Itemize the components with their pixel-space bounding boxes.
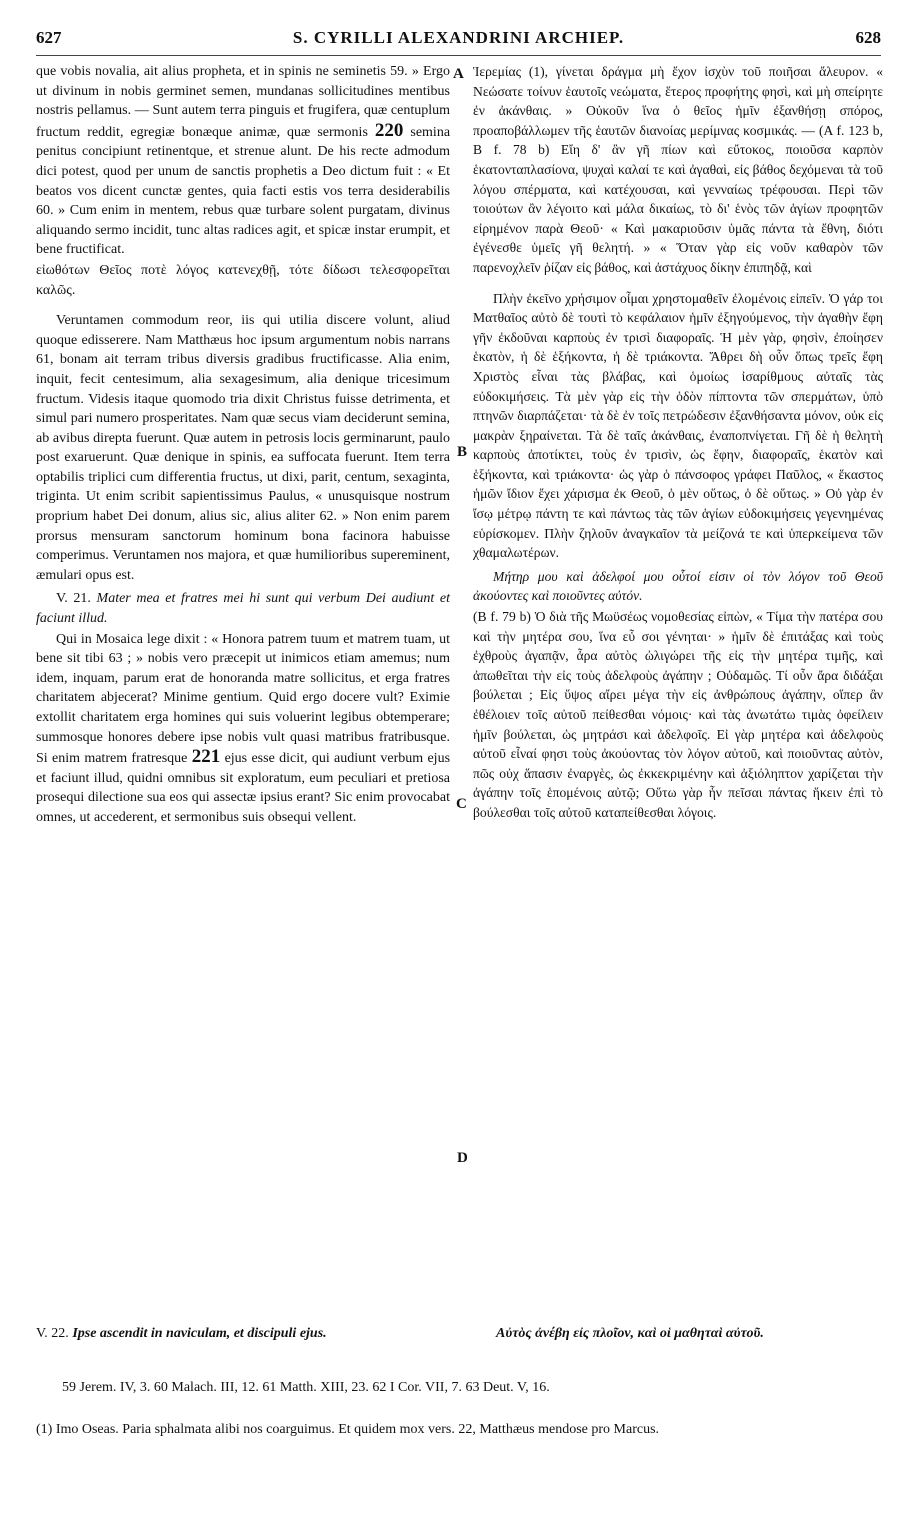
latin-verse-21 [36,589,450,628]
latin-verse-22 [36,1324,450,1343]
margin-letter-c: C [456,796,467,812]
footnotes [36,1378,886,1440]
right-page-number: 628 [855,28,881,47]
latin-paragraph-1 [36,62,450,260]
greek-paragraph-1: Ἱερεμίας (1), γίνεται δράγμα μὴ ἔχον ἰσχὺν τοῦ ποιῆσαι ἄλευρον. « Νεώσατε τοίνυν ἑαυτοῖς νεώματα, ἕτερος προφήτης φησὶ, καὶ μὴ σπείρητε ἐν ἀκάνθαις. » Οὐκοῦν ἵνα ὁ θεῖος ἡμῖν ἐξανθήσῃ σπόρος, προαποβάλλωμεν τῆς ἑαυτῶν διανοίας μερίμνας κοσμικάς. — (A f. 123 b, B f. 78 b) Εἴη δ' ἂν γῆ πίων καὶ εὔτοκος, ποιοῦσα καρπὸν ἑκατονταπλασίονα, ψυχαὶ καλαί τε καὶ ἀγαθαὶ, εἰς βάθος δεχόμεναι τὰ τοῦ λόγου σπέρματα, καὶ κατέχουσαι, καὶ γενναίως τρέφουσαι. Περὶ τῶν τοιούτων ἂν λέγοιτο καὶ μάλα δικαίως, τὸ δι' ἑνὸς τῶν ἁγίων προφητῶν εἰρημένον παρὰ Θεοῦ· « Καὶ μακαριοῦσιν ὑμᾶς πάντα τὰ ἔθνη, διότι ἐγένεσθε ὑμεῖς γῆ θελητή. » « Ὅταν γὰρ εἰς νοῦν καθαρὸν τῶν παρενοχλεῖν ῥίζαν εἰς βάθος, καὶ ἀστάχυος δίκην ἐπιπηδᾷ, καὶ [473,64,883,275]
greek-verse-21 [473,567,883,606]
latin-text: Qui in Mosaica lege dixit : « Honora patrem tuum et matrem tuam, ut bene sit tibi 63 ; » nobis vero præcepit ut inimicos etiam amemus; num idem, inquam, parum erat de honoranda matre sollicitus, et erga fratres charitatem abjecerat? Minime gentium. Quid ergo docere vult? Eximie extollit charitatem erga homines qui suis voluerint legibus obtemperare; summosque honores debere ipse nobis vult quasi matribus fratribusque. Si enim matrem fratresque [36,631,450,767]
greek-verse-22: Αὐτὸς ἀνέβη εἰς πλοῖον, καὶ οἱ μαθηταὶ αὐτοῦ. [496,1326,764,1341]
latin-paragraph-3 [36,630,450,828]
greek-paragraph-3: (B f. 79 b) Ὁ διὰ τῆς Μωϋσέως νομοθεσίας εἰπὼν, « Τίμα τὴν πατέρα σου καὶ τὴν μητέρα σου, ἵνα εὖ σοι γένηται· » ἡμῖν δὲ ἐπιτάξας καὶ τοὺς ἐχθροὺς ἀγαπᾷν, ἆρα αὐτὸς ὠλιγώρει τῆς εἰς τὴν μητέρα τιμῆς, καὶ ἀπωθεῖται τὴν εἰς τοὺς ἀδελφοὺς ἀγάπην ; Οὐδαμῶς. Τί οὖν ἄρα διδάξαι βούλεται ; Εἰς ὕψος αἴρει μέγα τὴν εἰς ἀνθρώπους ἀγάπην, οἵπερ ἂν ἐθέλοιεν τοῖς αὐτοῦ πείθεσθαι νόμοις· καὶ τὰς ἀνωτάτω τιμὰς ὀφείλειν ἡμῖν βούλεται, ὡς μητράσι καὶ ἀδελφοῖς. Εἰ γὰρ μητέρα καὶ ἀδελφοὺς αὐτοῦ εἶναί φησι τοὺς ἀκούοντας τὸν λόγον αὐτοῦ, καὶ ποιοῦντας αὐτὸν, πῶς οὐχ ἅπασιν ἐναργὲς, ὡς ἐκκεκριμένην καὶ ἀξιόληπτον χαρίζεται τὴν ἀγάπην τοῖς ἑπομένοις αὐτῷ; Οὕτω γὰρ ἦν πεῖσαι πάντας ἥκειν ἐπὶ τὸ βούλεσθαι τοῖς αὐτοῦ καταπείθεσθαι λόγοις. [473,609,883,820]
header-rule [36,55,881,56]
latin-text: que vobis novalia, ait alius propheta, et in spinis ne seminetis 59. » Ergo ut divinum in nobis germinet semen, mundanas sollicitudines mentibus nostris pellamus. — Sunt autem terra pinguis et frugifera, quæ centuplum fructum reddit, egregiæ bonæque animæ, quæ sermonis [36,64,450,140]
greek-column [473,62,883,824]
verse-text: Ipse ascendit in naviculam, et discipuli ejus. [72,1326,327,1341]
column-number: 220 [374,119,404,141]
latin-column [36,62,450,829]
latin-paragraph-2: Veruntamen commodum reor, iis qui utilia discere volunt, aliud quoque edisserere. Nam Matthæus hoc ipsum argumentum nobis narrans 61, bonam ait terram tribus diversis gradibus fructificasse. Alia enim, inquit, fecit centesimum, alia sexagesimum, alia denique tricesimum fructum. Videsis itaque quomodo tria dixit Christus fuisse detrimenta, et simul pari numero prosperitates. Nam quæ secus viam deciderunt semina, ab avibus direpta fuerunt. Quæ autem in petrosis locis germinarunt, paulo post exaruerunt. Quæ denique in spinis, ea suffocata fuerunt. Item terra optabilis triplici cum differentia fructus, ut dixi, parit, centum, sexaginta, triginta. Ut enim scribit sapientissimus Paulus, « unusquisque nostrum proprium habet Dei donum, alius sic, alius aliter 62. » Non enim parem prorsus mensuram sanctorum hominum bona facinora habuisse comperimus. Veruntamen nos majora, et quæ humilioribus supereminent, æmulari opus est. [36,313,450,583]
editor-note: (1) Imo Oseas. Paria sphalmata alibi nos coarguimus. Et quidem mox vers. 22, Matthæus mendose pro Marcus. [36,1422,660,1437]
latin-text: semina penitus concipiunt retinentque, et strenue alunt. De his recte admodum dici potest, quod per unum de sanctis prophetis a Deo dictum fuit : « Et beatos vos dicent cunctæ gentes, quia facti estis vos terra desiderabilis 60. » Cum enim in mentem, rebus quæ turbare solent purgatam, divinus aliquando sermo incidit, tunc altas radices agit, et spicæ instar erumpit, et bene fructificat. [36,124,451,258]
margin-letter-d: D [457,1150,468,1166]
page-header [36,28,881,54]
column-number: 221 [191,746,221,768]
running-title: S. CYRILLI ALEXANDRINI ARCHIEP. [292,28,625,47]
greek-paragraph-2: Πλὴν ἐκεῖνο χρήσιμον οἶμαι χρηστομαθεῖν ἐλομένοις εἰπεῖν. Ὁ γάρ τοι Ματθαῖος αὐτὸ δὲ τουτὶ τὸ κεφάλαιον ἡμῖν ἐξηγούμενος, τὴν ἀγαθὴν ἔφη γῆν ἐκδοῦναι καρποὺς ἐν τρισὶ διαφοραῖς. Ἡ μὲν γὰρ, φησὶν, ἐποίησεν ἑκατὸν, ἡ δὲ ἑξήκοντα, ἡ δὲ τριάκοντα. Ἄθρει δὴ οὖν ὅπως τρεῖς ἔφη Χριστὸς εἶναι τὰς βλάβας, καὶ ὁμοίως ἰσαρίθμους αὐταῖς τὰς εὐδοκιμήσεις. Τὰ μὲν γὰρ εἰς τὴν ὁδὸν πίπτοντα τῶν σπερμάτων, ὑπὸ πτηνῶν διαρπάζεται· τὰ δὲ ἐν τοῖς πετρώδεσιν ἐξανθήσαντα μόνον, οὐκ εἰς μακρὰν ξηραίνεται. Τὰ δὲ ταῖς ἀκάνθαις, ἐναποπνίγεται. Γῆ δὲ ἡ θελητὴ καρποὺς ἀποτίκτει, τοὺς ἐν τρισὶν, ὡς ἔφην, διαφοραῖς, ἑκατὸν καὶ ἑξήκοντα, καὶ τριάκοντα· ὡς γὰρ ὁ πάνσοφος γράφει Παῦλος, « ἕκαστος ἡμῶν ἴδιον ἔχει χάρισμα ἐκ Θεοῦ, ὁ μὲν οὕτως, ὁ δὲ οὕτως. » Οὐ γὰρ ἐν ἴσῳ μέτρῳ πάντη τε καὶ πάντως τὰς τῶν ἁγίων εὐδοκιμήσεις γεγενημένας εὑρίσκομεν. Πλὴν ζηλοῦν ἀναγκαῖον τὰ μείζονά τε καὶ ὑπερκείμενα τῶν χθαμαλωτέρων. [473,290,883,561]
latin-text: ejus esse dicit, qui audiunt verbum ejus et faciunt illud, quidni omnibus sit exploratum, eum peculiari et pretiosa prosequi dilectione sua eos qui assectæ ipsius erant? Sic enim provocabat omnes, ut accederent, et sermonibus suis obsequi vellent. [36,751,451,825]
scripture-references: 59 Jerem. IV, 3. 60 Malach. III, 12. 61 Matth. XIII, 23. 62 I Cor. VII, 7. 63 Deut. V, 16. [62,1380,550,1395]
margin-letter-a: A [453,66,464,82]
verse-number: V. 22. [36,1326,69,1341]
verse-text: Mater mea et fratres mei hi sunt qui verbum Dei audiunt et faciunt illud. [36,591,451,627]
verse-text: Μήτηρ μου καὶ ἀδελφοί μου οὗτοί εἰσιν οἱ τὸν λόγον τοῦ Θεοῦ ἀκούοντες καὶ ποιοῦντες αὐτόν. [473,568,883,604]
left-page-number: 627 [36,28,62,47]
greek-spillover: εἰωθότων Θεῖος ποτὲ λόγος κατενεχθῇ, τότε δίδωσι τελεσφορεῖται καλῶς. [36,262,450,298]
margin-letter-b: B [457,444,468,460]
verse-number: V. 21. [56,591,91,607]
